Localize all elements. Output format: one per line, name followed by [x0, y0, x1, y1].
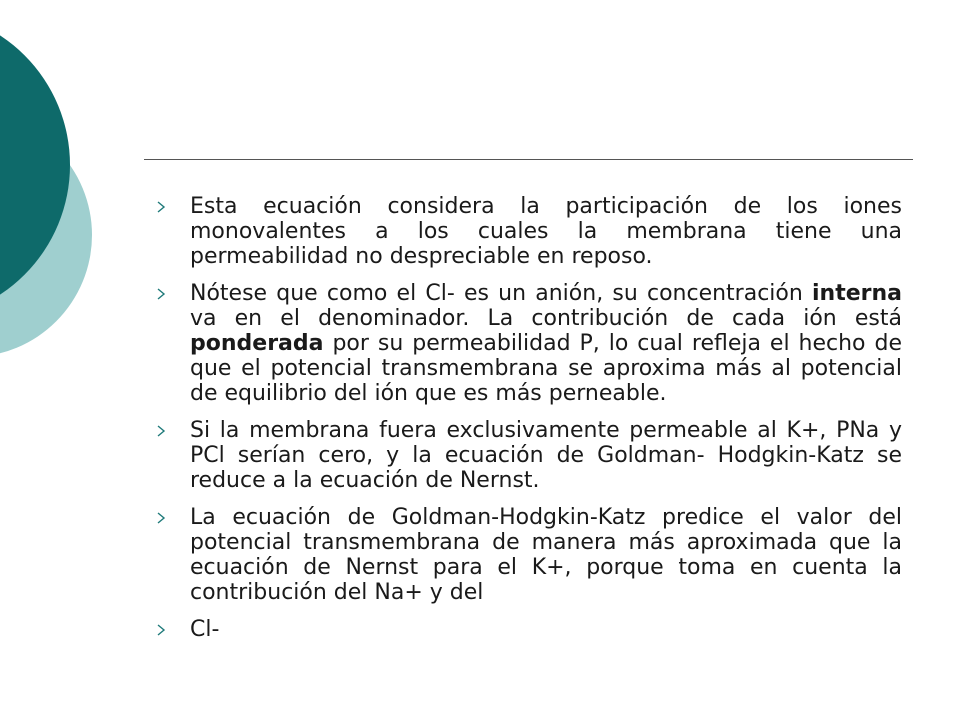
chevron-right-icon — [150, 194, 190, 220]
chevron-right-icon — [150, 281, 190, 307]
decorative-circles — [0, 0, 120, 420]
emphasis-interna: interna — [812, 281, 902, 306]
bullet-item — [150, 617, 902, 643]
bullet-text: Nótese que como el Cl- es un anión, su concentración interna va en el denominador. La contribución de cada ión está ponderada por su permeabilidad P, lo cual refleja el hecho de que el potencial transmembrana se aproxima más al potencial de equilibrio del ión que es más perneable. — [190, 281, 902, 406]
bullet-list — [150, 194, 902, 655]
bullet-text: La ecuación de Goldman-Hodgkin-Katz predice el valor del potencial transmembrana de manera más aproximada que la ecuación de Nernst para el K+, porque toma en cuenta la contribución del Na+ y del — [190, 505, 902, 605]
bullet-text: Si la membrana fuera exclusivamente permeable al K+, PNa y PCl serían cero, y la ecuación de Goldman- Hodgkin-Katz se reduce a la ecuación de Nernst. — [190, 418, 902, 493]
bullet-item — [150, 418, 902, 493]
chevron-right-icon — [150, 418, 190, 444]
chevron-right-icon — [150, 617, 190, 643]
bullet-item — [150, 505, 902, 605]
bullet-text: Cl- — [190, 617, 220, 642]
bullet-item — [150, 281, 902, 406]
bullet-item — [150, 194, 902, 269]
emphasis-ponderada: ponderada — [190, 331, 324, 356]
title-divider — [144, 159, 913, 160]
chevron-right-icon — [150, 505, 190, 531]
bullet-text: Esta ecuación considera la participación de los iones monovalentes a los cuales la membrana tiene una permeabilidad no despreciable en reposo. — [190, 194, 902, 269]
